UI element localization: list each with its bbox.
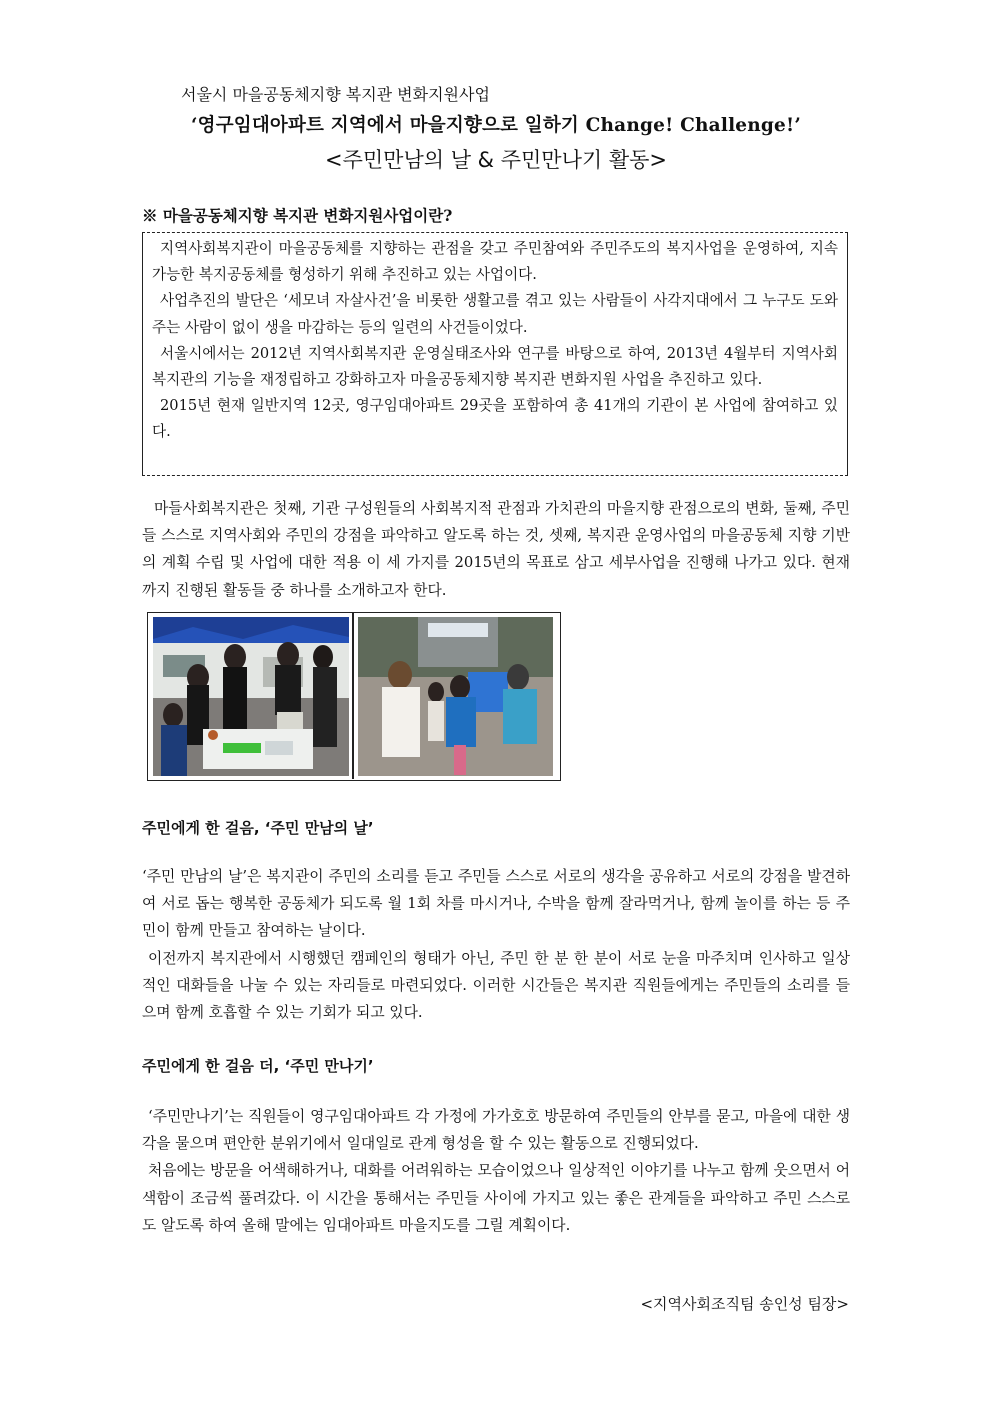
intro-box-text <box>152 236 838 446</box>
body-paragraph: 마들사회복지관은 첫째, 기관 구성원들의 사회복지적 관점과 가치관의 마을지향 관점으로의 변화, 둘째, 주민들 스스로 지역사회와 주민의 강점을 파악하고 알도록 하는 것, 셋째, 복지관 운영사업의 마을공동체 지향 기반의 계획 수립 및 사업에 대한 적용 이 세 가지를 2015년의 목표로 삼고 세부사업을 진행해 나가고 있다. 현재까지 진행된 활동들 중 하나를 소개하고자 한다. <box>142 500 850 599</box>
section1-heading: 주민에게 한 걸음, ‘주민 만남의 날’ <box>142 819 374 837</box>
event-photo-tent <box>153 617 349 776</box>
intro-paragraph: 2015년 현재 일반지역 12곳, 영구임대아파트 29곳을 포함하여 총 41개의 기관이 본 사업에 참여하고 있다. <box>152 397 838 441</box>
author-signature: <지역사회조직팀 송인성 팀장> <box>640 1295 849 1313</box>
page-subtitle: <주민만남의 날 & 주민만나기 활동> <box>325 148 667 172</box>
section2-paragraph: ‘주민만나기’는 직원들이 영구임대아파트 각 가정에 가가호호 방문하여 주민들의 안부를 묻고, 마을에 대한 생각을 물으며 편안한 분위기에서 일대일로 관계 형성을 할 수 있는 활동으로 진행되었다. <box>142 1108 850 1153</box>
intro-paragraph: 서울시에서는 2012년 지역사회복지관 운영실태조사와 연구를 바탕으로 하여, 2013년 4월부터 지역사회복지관의 기능을 재정립하고 강화하고자 마을공동체지향 복지관 변화지원 사업을 추진하고 있다. <box>152 344 838 389</box>
intro-paragraph: 사업추진의 발단은 ‘세모녀 자살사건’을 비롯한 생활고를 겪고 있는 사람들이 사각지대에서 그 누구도 도와주는 사람이 없이 생을 마감하는 등의 일련의 사건들이었다. <box>152 292 838 336</box>
section1-body <box>142 863 850 1026</box>
section2-body <box>142 1103 850 1239</box>
event-photo-visit <box>358 617 553 776</box>
page-title: ‘영구임대아파트 지역에서 마을지향으로 일하기 Change! Challenge!’ <box>190 115 801 136</box>
intro-heading: ※ 마을공동체지향 복지관 변화지원사업이란? <box>142 206 453 225</box>
intro-paragraph: 지역사회복지관이 마을공동체를 지향하는 관점을 갖고 주민참여와 주민주도의 복지사업을 운영하여, 지속가능한 복지공동체를 형성하기 위해 추진하고 있는 사업이다. <box>152 240 838 284</box>
photo-frame <box>147 612 561 781</box>
section1-paragraph: ‘주민 만남의 날’은 복지관이 주민의 소리를 듣고 주민들 스스로 서로의 생각을 공유하고 서로의 강점을 발견하여 서로 돕는 행복한 공동체가 되도록 월 1회 차를 마시거나, 수박을 함께 잘라먹거나, 함께 놀이를 하는 등 주민이 함께 만들고 참여하는 날이다. <box>142 868 850 940</box>
photo-divider <box>352 613 354 779</box>
section1-paragraph: 이전까지 복지관에서 시행했던 캠페인의 형태가 아닌, 주민 한 분 한 분이 서로 눈을 마주치며 인사하고 일상적인 대화들을 나눌 수 있는 자리들로 마련되었다. 이러한 시간들은 복지관 직원들에게는 주민들의 소리를 들으며 함께 호흡할 수 있는 기회가 되고 있다. <box>142 949 850 1022</box>
section2-heading: 주민에게 한 걸음 더, ‘주민 만나기’ <box>142 1057 374 1075</box>
section2-paragraph: 처음에는 방문을 어색해하거나, 대화를 어려워하는 모습이었으나 일상적인 이야기를 나누고 함께 웃으면서 어색함이 조금씩 풀려갔다. 이 시간을 통해서는 주민들 사이에 가지고 있는 좋은 관계들을 파악하고 주민 스스로도 알도록 하여 올해 말에는 임대아파트 마을지도를 그릴 계획이다. <box>142 1162 850 1234</box>
program-subtitle: 서울시 마을공동체지향 복지관 변화지원사업 <box>181 85 490 104</box>
